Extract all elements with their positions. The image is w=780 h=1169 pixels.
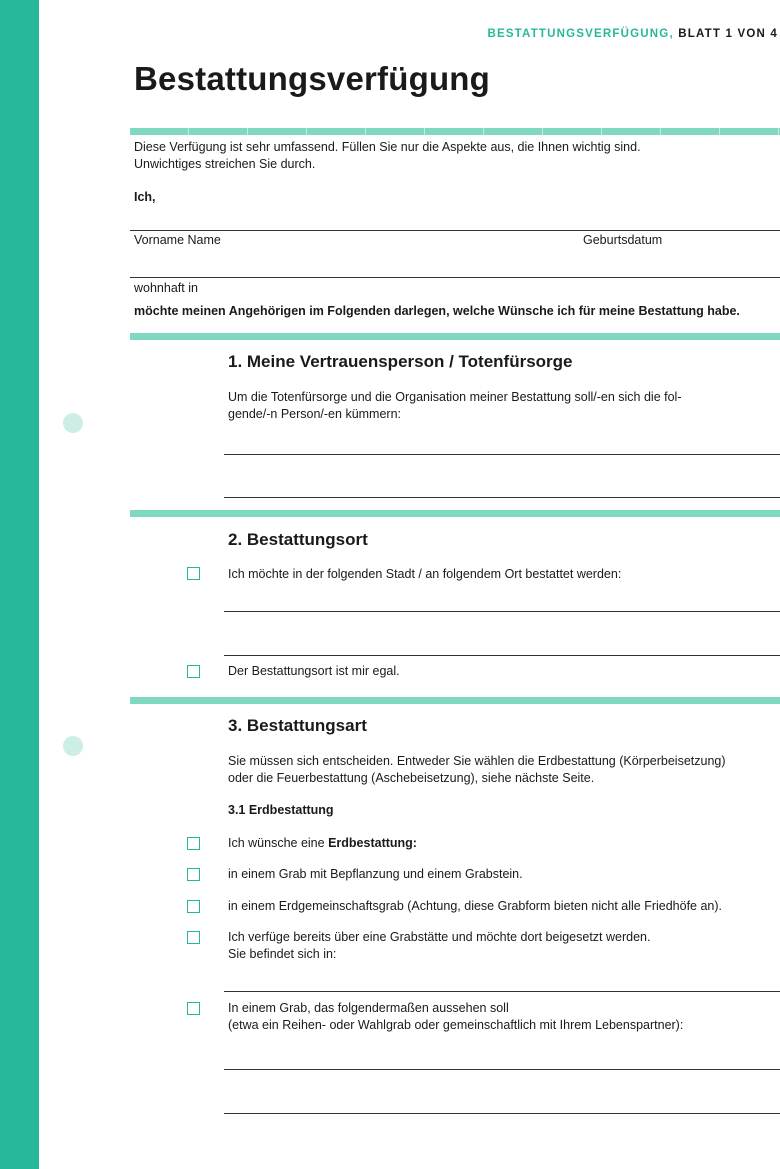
header-doc-name: BESTATTUNGSVERFÜGUNG, (487, 28, 674, 40)
trust-person-field-line-2[interactable] (224, 497, 780, 498)
name-label: Vorname Name (134, 233, 221, 247)
checkbox-burial-any[interactable] (187, 665, 200, 678)
community-grave-label: in einem Erdgemeinschaftsgrab (Achtung, diese Grabform bieten nicht alle Friedhöfe an). (228, 899, 723, 913)
erdbestattung-label (228, 835, 417, 852)
section3-text-line2: oder die Feuerbestattung (Aschebeisetzung), siehe nächste Seite. (228, 771, 595, 785)
custom-grave-label-line1: In einem Grab, das folgendermaßen aussehen soll (228, 1001, 509, 1015)
custom-grave-label-line2: (etwa ein Reihen- oder Wahlgrab oder gemeinschaftlich mit Ihrem Lebenspartner): (228, 1018, 684, 1032)
burial-city-label: Ich möchte in der folgenden Stadt / an folgendem Ort bestattet werden: (228, 567, 622, 581)
section1-title: 1. Meine Vertrauensperson / Totenfürsorge (228, 352, 573, 371)
section1-text-line1: Um die Totenfürsorge und die Organisation meiner Bestattung soll/-en sich die fol- (228, 390, 682, 404)
ich-label: Ich, (134, 190, 156, 204)
intro-statement: möchte meinen Angehörigen im Folgenden darlegen, welche Wünsche ich für meine Bestattung habe. (134, 304, 740, 318)
checkbox-grave-planting[interactable] (187, 868, 200, 881)
birthdate-label: Geburtsdatum (583, 233, 663, 247)
punch-hole-bottom (63, 736, 83, 756)
grave-planting-label: in einem Grab mit Bepflanzung und einem Grabstein. (228, 867, 523, 881)
page-header (487, 28, 778, 40)
intro-text-line1: Diese Verfügung ist sehr umfassend. Füllen Sie nur die Aspekte aus, die Ihnen wichtig sind. (134, 140, 641, 154)
existing-grave-label-line2: Sie befindet sich in: (228, 947, 337, 961)
intro-text-line2: Unwichtiges streichen Sie durch. (134, 157, 316, 171)
divider-bar-3 (130, 697, 780, 704)
erdbestattung-label-bold: Erdbestattung: (328, 836, 417, 850)
divider-bar-1 (130, 333, 780, 340)
trust-person-field-line-1[interactable] (224, 454, 780, 455)
subsection-erdbestattung-title: 3.1 Erdbestattung (228, 803, 334, 817)
checkbox-custom-grave[interactable] (187, 1002, 200, 1015)
name-field-line[interactable] (130, 230, 780, 231)
checkbox-erdbestattung[interactable] (187, 837, 200, 850)
section1-text-line2: gende/-n Person/-en kümmern: (228, 407, 402, 421)
checkbox-existing-grave[interactable] (187, 931, 200, 944)
existing-grave-label-line1: Ich verfüge bereits über eine Grabstätte und möchte dort beigesetzt werden. (228, 930, 651, 944)
burial-any-label: Der Bestattungsort ist mir egal. (228, 664, 400, 678)
page-title: Bestattungsverfügung (134, 60, 491, 97)
checkbox-burial-city[interactable] (187, 567, 200, 580)
section3-title: 3. Bestattungsart (228, 716, 367, 735)
address-label: wohnhaft in (134, 281, 198, 295)
burial-city-field-line-2[interactable] (224, 655, 780, 656)
erdbestattung-label-prefix: Ich wünsche eine (228, 836, 325, 850)
section3-text-line1: Sie müssen sich entscheiden. Entweder Sie wählen die Erdbestattung (Körperbeisetzung) (228, 754, 726, 768)
custom-grave-field-line-1[interactable] (224, 1069, 780, 1070)
header-sheet-number: BLATT 1 VON 4 (678, 28, 778, 40)
existing-grave-field-line[interactable] (224, 991, 780, 992)
custom-grave-field-line-2[interactable] (224, 1113, 780, 1114)
address-field-line[interactable] (130, 277, 780, 278)
burial-city-field-line-1[interactable] (224, 611, 780, 612)
punch-hole-top (63, 413, 83, 433)
divider-bar-2 (130, 510, 780, 517)
left-color-strip (0, 0, 39, 1169)
checkbox-community-grave[interactable] (187, 900, 200, 913)
divider-bar-top (130, 128, 780, 135)
section2-title: 2. Bestattungsort (228, 530, 368, 549)
